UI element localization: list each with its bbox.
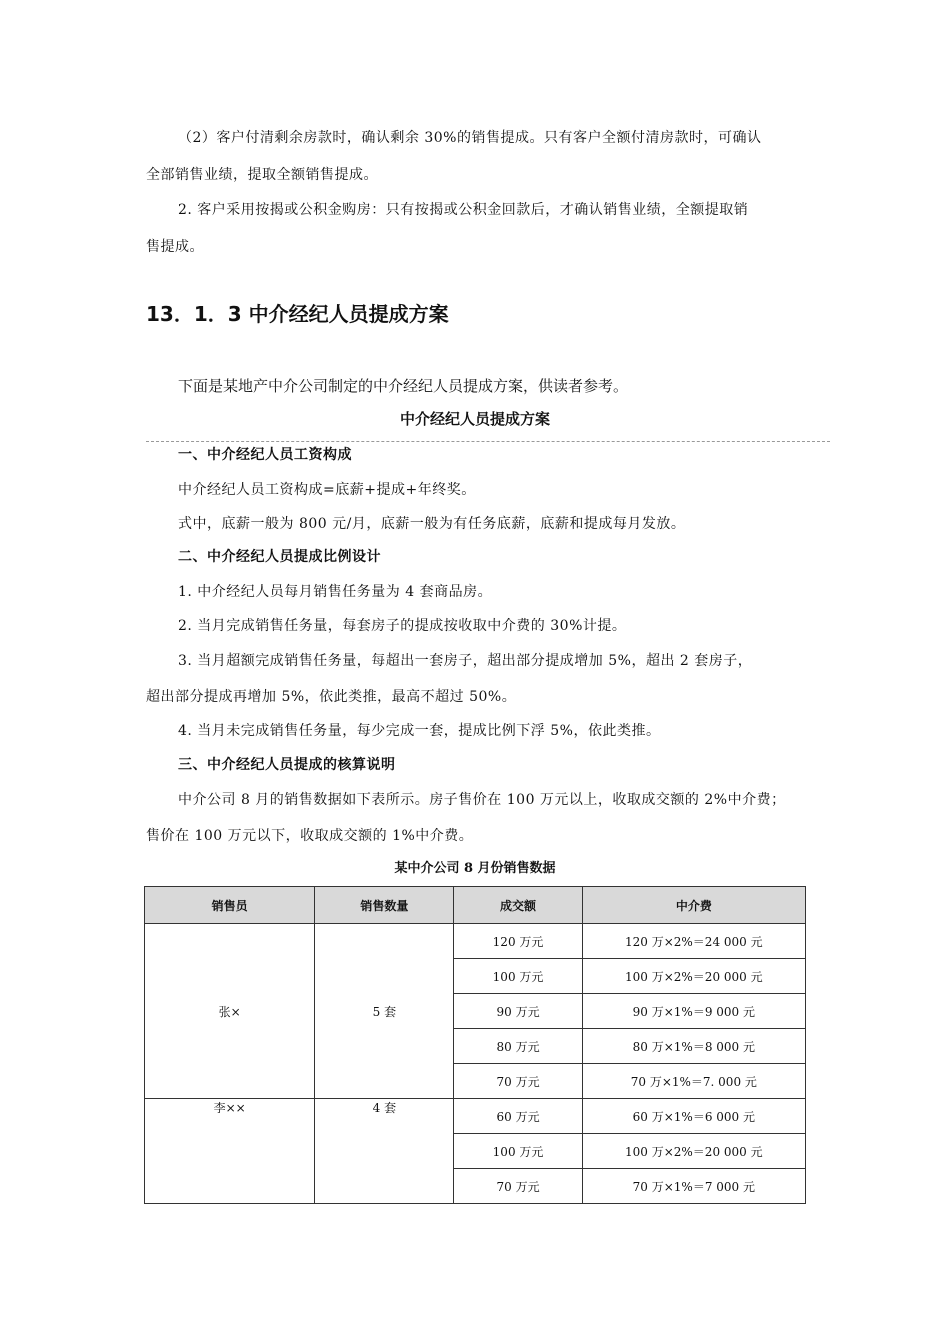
quantity-cell: 5 套 xyxy=(315,924,454,1099)
body-line: 式中，底薪一般为 800 元/月，底薪一般为有任务底薪，底薪和提成每月发放。 xyxy=(178,516,686,532)
paragraph-line: 售提成。 xyxy=(146,239,204,255)
paragraph-line: 2. 客户采用按揭或公积金购房：只有按揭或公积金回款后，才确认销售业绩，全额提取销 xyxy=(178,202,749,218)
fee-cell: 70 万×1%＝7 000 元 xyxy=(582,1169,805,1204)
subsection-title: 一、中介经纪人员工资构成 xyxy=(178,447,352,463)
amount-cell: 90 万元 xyxy=(454,994,582,1029)
fee-cell: 70 万×1%＝7. 000 元 xyxy=(582,1064,805,1099)
paragraph-line: 全部销售业绩，提取全额销售提成。 xyxy=(146,167,378,183)
amount-cell: 60 万元 xyxy=(454,1099,582,1134)
intro-text: 下面是某地产中介公司制定的中介经纪人员提成方案，供读者参考。 xyxy=(178,377,629,395)
body-line: 4. 当月未完成销售任务量，每少完成一套，提成比例下浮 5%，依此类推。 xyxy=(178,723,661,739)
table-row xyxy=(145,924,806,959)
fee-cell: 60 万×1%＝6 000 元 xyxy=(582,1099,805,1134)
table-title: 某中介公司 8 月份销售数据 xyxy=(394,861,556,876)
fee-cell: 90 万×1%＝9 000 元 xyxy=(582,994,805,1029)
quantity-cell: 4 套 xyxy=(315,1099,454,1204)
fee-cell: 100 万×2%＝20 000 元 xyxy=(582,959,805,994)
body-line: 3. 当月超额完成销售任务量，每超出一套房子，超出部分提成增加 5%，超出 2 套房子， xyxy=(178,653,753,669)
fee-cell: 80 万×1%＝8 000 元 xyxy=(582,1029,805,1064)
table-row xyxy=(145,1099,806,1134)
body-line: 售价在 100 万元以下，收取成交额的 1%中介费。 xyxy=(146,828,474,844)
table-header-row xyxy=(145,887,806,924)
dashed-divider xyxy=(146,441,830,442)
sales-table xyxy=(144,886,806,1204)
body-line: 中介公司 8 月的销售数据如下表所示。房子售价在 100 万元以上，收取成交额的 2%中介费； xyxy=(178,792,786,808)
header-fee: 中介费 xyxy=(582,887,805,924)
amount-cell: 80 万元 xyxy=(454,1029,582,1064)
section-heading: 13．1．3 中介经纪人员提成方案 xyxy=(146,302,449,326)
subsection-title: 二、中介经纪人员提成比例设计 xyxy=(178,549,381,565)
amount-cell: 100 万元 xyxy=(454,959,582,994)
seller-cell: 张× xyxy=(145,924,315,1099)
amount-cell: 100 万元 xyxy=(454,1134,582,1169)
fee-cell: 120 万×2%＝24 000 元 xyxy=(582,924,805,959)
header-amount: 成交额 xyxy=(454,887,582,924)
seller-cell: 李×× xyxy=(145,1099,315,1204)
body-line: 2. 当月完成销售任务量，每套房子的提成按收取中介费的 30%计提。 xyxy=(178,618,627,634)
amount-cell: 70 万元 xyxy=(454,1064,582,1099)
body-line: 1. 中介经纪人员每月销售任务量为 4 套商品房。 xyxy=(178,584,493,600)
amount-cell: 70 万元 xyxy=(454,1169,582,1204)
header-quantity: 销售数量 xyxy=(315,887,454,924)
body-line: 超出部分提成再增加 5%，依此类推，最高不超过 50%。 xyxy=(146,689,517,705)
fee-cell: 100 万×2%＝20 000 元 xyxy=(582,1134,805,1169)
amount-cell: 120 万元 xyxy=(454,924,582,959)
subsection-title: 三、中介经纪人员提成的核算说明 xyxy=(178,757,396,773)
document-title: 中介经纪人员提成方案 xyxy=(399,410,550,428)
body-line: 中介经纪人员工资构成=底薪+提成+年终奖。 xyxy=(178,482,476,498)
paragraph-line: （2）客户付清剩余房款时，确认剩余 30%的销售提成。只有客户全额付清房款时，可确认 xyxy=(178,130,762,146)
header-seller: 销售员 xyxy=(145,887,315,924)
